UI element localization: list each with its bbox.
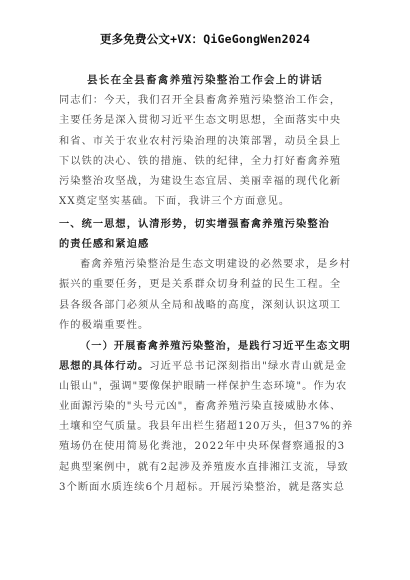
paragraph-line: 污染整治攻坚战，为建设生态宜居、美丽幸福的现代化新: [59, 176, 342, 188]
paragraph-line: 山银山"，强调"要像保护眼睛一样保护生态环境"。作为农: [59, 380, 348, 392]
subsection-1-paragraph: [59, 336, 353, 498]
paragraph-line: XX奠定坚实基础。下面，我讲三个方面意见。: [59, 196, 291, 208]
paragraph-line: 殖场仍在使用简易化粪池，2022年中央环保督察通报的3: [59, 441, 346, 453]
paragraph-line: 同志们：今天，我们召开全县畜禽养殖污染整治工作会，: [59, 95, 342, 106]
paragraph-line: 下以铁的决心、铁的措施、铁的纪律，全力打好畜禽养殖: [59, 155, 342, 167]
paragraph-line: 起典型案例中，就有2起涉及养殖废水直排湘江支流，导致: [59, 461, 349, 473]
paragraph-line: [59, 356, 353, 376]
section-1-paragraph: [59, 255, 353, 336]
document-title: 县长在全县畜禽养殖污染整治工作会上的讲话: [87, 74, 323, 86]
promo-banner: 更多免费公文+VX：QiGeGongWen2024: [99, 32, 311, 46]
paragraph-text: 习近平总书记深刻指出"绿水青山就是金: [149, 361, 347, 373]
paragraph-line: 畜禽养殖污染整治是生态文明建设的必然要求，是乡村: [80, 259, 351, 270]
heading-line: 的责任感和紧迫感: [59, 238, 150, 251]
section-heading-1: [59, 214, 353, 255]
paragraph-line: 作的极端重要性。: [59, 319, 150, 331]
heading-line: 一、统一思想，认清形势，切实增强畜禽养殖污染整治: [59, 218, 330, 230]
paragraph-line: 3个断面水质连续6个月超标。开展污染整治，就是落实总: [59, 482, 346, 494]
paragraph-line: 主要任务是深入贯彻习近平生态文明思想，全面落实中央: [59, 115, 342, 127]
subheading-tail: 思想的具体行动。: [59, 360, 150, 373]
paragraph-line: 业面源污染的"头号元凶"，畜禽养殖污染直接威胁水体、: [59, 400, 342, 412]
paragraph-line: 振兴的重要任务，更是关系群众切身利益的民生工程。全: [59, 279, 342, 291]
paragraph-line: 土壤和空气质量。我县年出栏生猪超120万头，但37%的养: [59, 421, 354, 433]
opening-paragraph: [59, 91, 353, 213]
subheading-line: （一）开展畜禽养殖污染整治，是践行习近平生态文明: [80, 340, 351, 352]
paragraph-line: 和省、市关于农业农村污染治理的决策部署，动员全县上: [59, 135, 342, 147]
paragraph-line: 县各级各部门必须从全局和战略的高度，深刻认识这项工: [59, 299, 342, 311]
